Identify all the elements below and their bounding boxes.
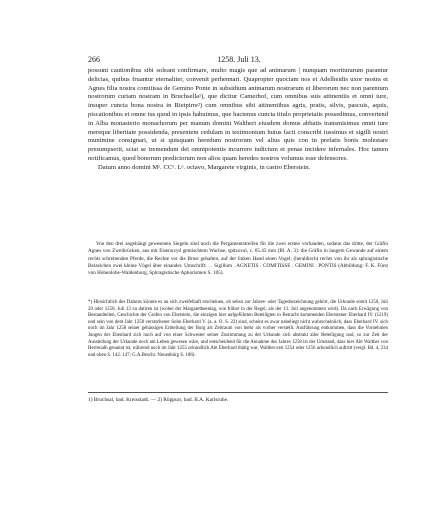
notes-paragraph: *) Hinsichtlich des Datums könnte es an sich zweifelhaft erscheinen, ob sebsu zur Jahres- oder Tagesbezeichnung gehört, die Urkunde somit 1250, Juli 20 oder 1258, Juli 13 zu datiren ist (wobei der Margaretheentag, wie früher in der Regel, als der 13. Juli angenommen wird). Da nach Erwägung von Bestandteilen, Geschichte der Grafen von Eberstein, die einzigen hier aufgeführten Beteiligten in Betracht kommenden Eberstener Eberhard IV. (1219) und sein von dem Jahr 1258 verstorbener Sohn Eberhard V. (a. a. O. S. 22) sind, scheint es zwar naheliegt nicht wahrscheinlich, dass Eberhard IV. sich noch im Jahr 1258 seiner gehässigen Erbteilung der Burg als Zeitraum von mehr als vorher verstellt. Ausführung entkommen, dass die Vornehmen Jungen der Ebenhard sich noch auf von einer Schwester seiner Zustimmung zu der Urkunde sich abstrakt aller Beteiligung und, so zur Zeit der Ausstellung der Urkunde noch am Leben gewesen wäre, und entscheidend für die Annahme des Jahres 1258 ist der Umstand, dass hier Abt Walther von Herrenalb genannt ist, während noch im Jahr 1255 urkundlich Abt Eberhard thätig war, Walther erst 1254 oder 1256 urkundlich auftritt (vergl. Bd. 4, 234 und oben S. 142. 147; G.A.Beschr. Neuenbürg S. 186).: [88, 300, 388, 358]
page-number: 266: [88, 55, 100, 64]
running-title: 1258. Juli 13.: [217, 55, 261, 64]
charter-text: [88, 67, 388, 173]
footnote-line: 1) Bruchsal, bad. Kreisstadt. — 2) Rüppurr, bad. B.A. Karlsruhe.: [88, 397, 229, 403]
charter-paragraph: possunt cautionibus sibi soleant confirmare, multo magis que ad animarum | nunquam moriturarum parantur delicias, quibus fruantur eternaliter, convenit perhennari. Quapropter quociam nos et Adelheidis uxor nostra et Agnes filia nostra comitissa de Gemino Ponte in subsidium animarum nostrarum et liberorum nec non parentum nostrorum curiam nostram in Bruchsella¹), que dicitur Camerhof, cum omnibus suis attinentiis et omni iure, insuper cuncta bona nostra in Rietpirre²) cum omnibus sibi attinentibus agris, pratis, silvis, pascuis, aquis, piscationibus et omne ius quod in ipsis habuimus, que hactenus cuncta titulo proprietatis possedimus, convertend in Alba monasterio monachorum per manum domini Waltheri eiusdem domus abbatis transmisimus omni iure mereque liberitate possidenda, presentem cedulam in testimonium huius facti conscribi iussimus et sigilli nostri munimine consignari, ut si quisquam heredum nostrorum vel alius quis con in prefatis bonis molestare presumpserit, sciat se tremendum dei omnipotentis incurrere iudicium et penas incidere infernales. Hoc tamen notificamus, quod bonorum predictorum non alios quam heredes nostros volumus esse defensores.: [88, 67, 388, 162]
dating-clause: Datum anno domini Mᵒ. CCᵒ. Lᵒ. octavo, Margarete virginis, in castro Eberstein.: [98, 163, 311, 171]
footnotes: [88, 396, 388, 404]
editorial-notes: [88, 300, 388, 359]
page-header: [88, 54, 390, 66]
commentary-paragraph: Von den drei angehängt gewesenen Siegeln sind noch die Pergamentstreifen für die zwei ersten vorhanden, sodann das dritte, der Gräfin Agnes von Zweibrücken, aus mit Eisenoxyd gemischtem Wachse, spitzoval, c. 65.45 mm (Bl. A. 3): die Gräfin in langem Gewande auf einem rechts schreitenden Pferde, die Rechte vor die Brust gehalten, auf der linken Hand einen Vogel; (heraldisch) rechts von ihr als sphragistische Beizeichen zwei kleine Vögel über einander. Umschrift: . . Sigillum . AGNETIS . COMITISSE . GEMINI . PONTIS (Abbildung: F. K. Fürst von Hohenlohe-Waldenburg, Sphragistische Aphorismen S. 105).: [88, 241, 388, 277]
footnote-divider: [88, 392, 388, 393]
seal-commentary: [88, 241, 388, 277]
